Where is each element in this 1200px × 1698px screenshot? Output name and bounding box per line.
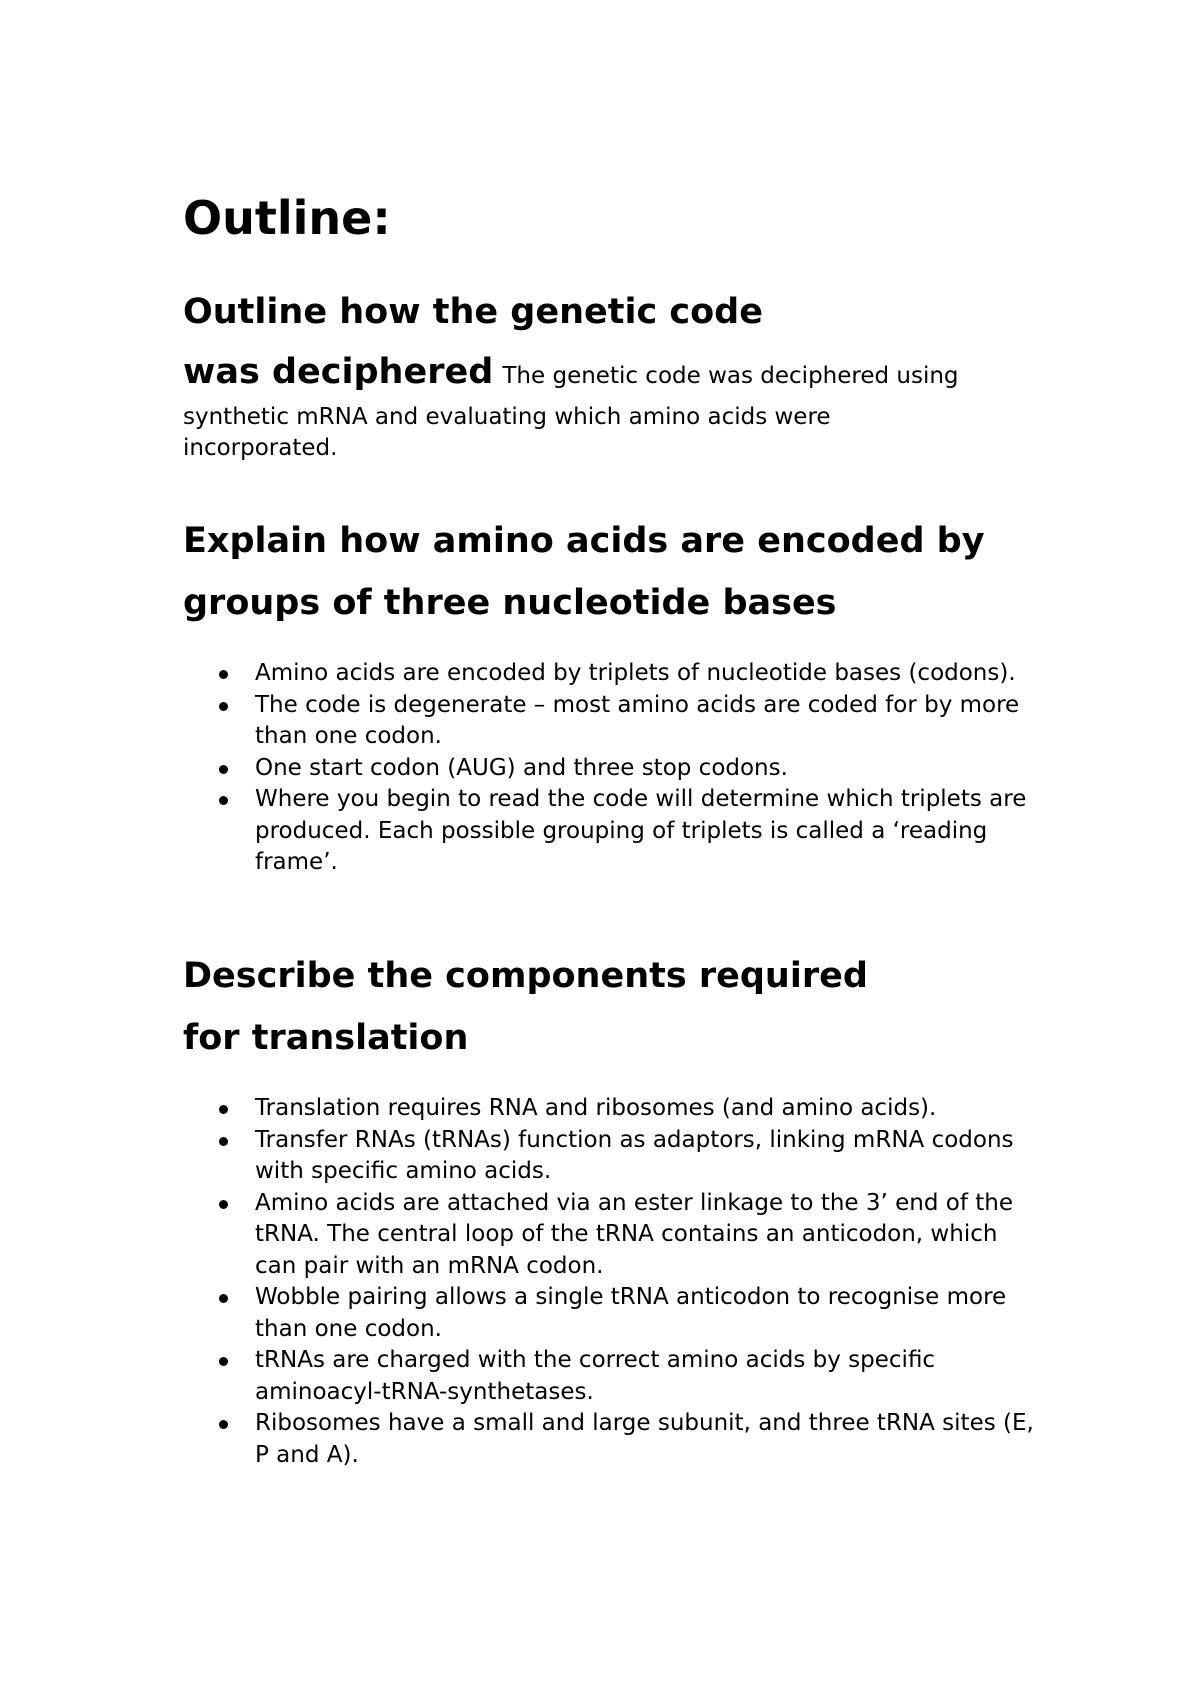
section-heading-line-1: Outline how the genetic code: [183, 292, 763, 332]
bullet-icon: [219, 1137, 228, 1146]
list-item: [183, 1408, 1035, 1471]
list-item: [183, 1345, 1035, 1408]
section-heading-line-1: Explain how amino acids are encoded by: [183, 521, 985, 561]
document-title: Outline:: [183, 191, 391, 245]
list-item-text: One start codon (AUG) and three stop codons.: [255, 754, 788, 781]
bullet-icon: [219, 1420, 228, 1429]
bullet-icon: [219, 670, 228, 679]
bullet-icon: [219, 1294, 228, 1303]
list-item-text: Amino acids are encoded by triplets of nucleotide bases (codons).: [255, 660, 1016, 686]
list-item-text: Wobble pairing allows a single tRNA anticodon to recognise more than one codon.: [255, 1284, 1007, 1342]
bullet-icon: [219, 1200, 228, 1209]
bullet-icon: [219, 702, 228, 711]
bullet-icon: [219, 1105, 228, 1114]
section-translation-components: [183, 945, 1083, 1468]
section-heading-line-2: for translation: [183, 1018, 469, 1058]
section-heading-line-1: Describe the components required: [183, 956, 868, 996]
section-heading-line-2-with-text: [183, 350, 1083, 398]
section-genetic-code: [183, 290, 1083, 461]
document-page: [183, 190, 1083, 1468]
section-amino-acid-encoding: [183, 510, 1083, 875]
list-item-text: Transfer RNAs (tRNAs) function as adaptors, linking mRNA codons with specific amino acids.: [255, 1126, 1014, 1184]
bullet-icon: [219, 1357, 228, 1366]
list-item: [183, 690, 1035, 753]
bullet-icon: [219, 796, 228, 805]
list-item-text: Ribosomes have a small and large subunit, and three tRNA sites (E, P and A).: [255, 1410, 1034, 1468]
list-item-text: Amino acids are attached via an ester linkage to the 3’ end of the tRNA. The central loop of the tRNA contains an anticodon, which can pair with an mRNA codon.: [255, 1189, 1013, 1279]
section-body-inline: The genetic code was deciphered using: [502, 363, 959, 389]
list-item: [183, 1093, 1035, 1125]
section-heading-line-2: was deciphered: [183, 352, 494, 392]
list-item: [183, 1188, 1035, 1283]
list-item-text: Translation requires RNA and ribosomes (and amino acids).: [255, 1095, 937, 1121]
list-item: [183, 1282, 1035, 1345]
bullet-icon: [219, 765, 228, 774]
list-item: [183, 753, 1035, 785]
section-body-text: synthetic mRNA and evaluating which amino acids were incorporated.: [183, 404, 831, 461]
list-item: [183, 1125, 1035, 1188]
list-item: [183, 658, 1035, 690]
section-heading-line-2: groups of three nucleotide bases: [183, 583, 837, 623]
list-item: [183, 784, 1035, 879]
list-item-text: tRNAs are charged with the correct amino acids by specific aminoacyl-tRNA-synthetases.: [255, 1347, 936, 1405]
list-item-text: Where you begin to read the code will determine which triplets are produced. Each possible grouping of triplets is called a ‘reading frame’.: [255, 786, 1027, 875]
bullet-list: [183, 658, 1083, 879]
list-item-text: The code is degenerate – most amino acids are coded for by more than one codon.: [255, 691, 1020, 749]
bullet-list: [183, 1093, 1083, 1471]
